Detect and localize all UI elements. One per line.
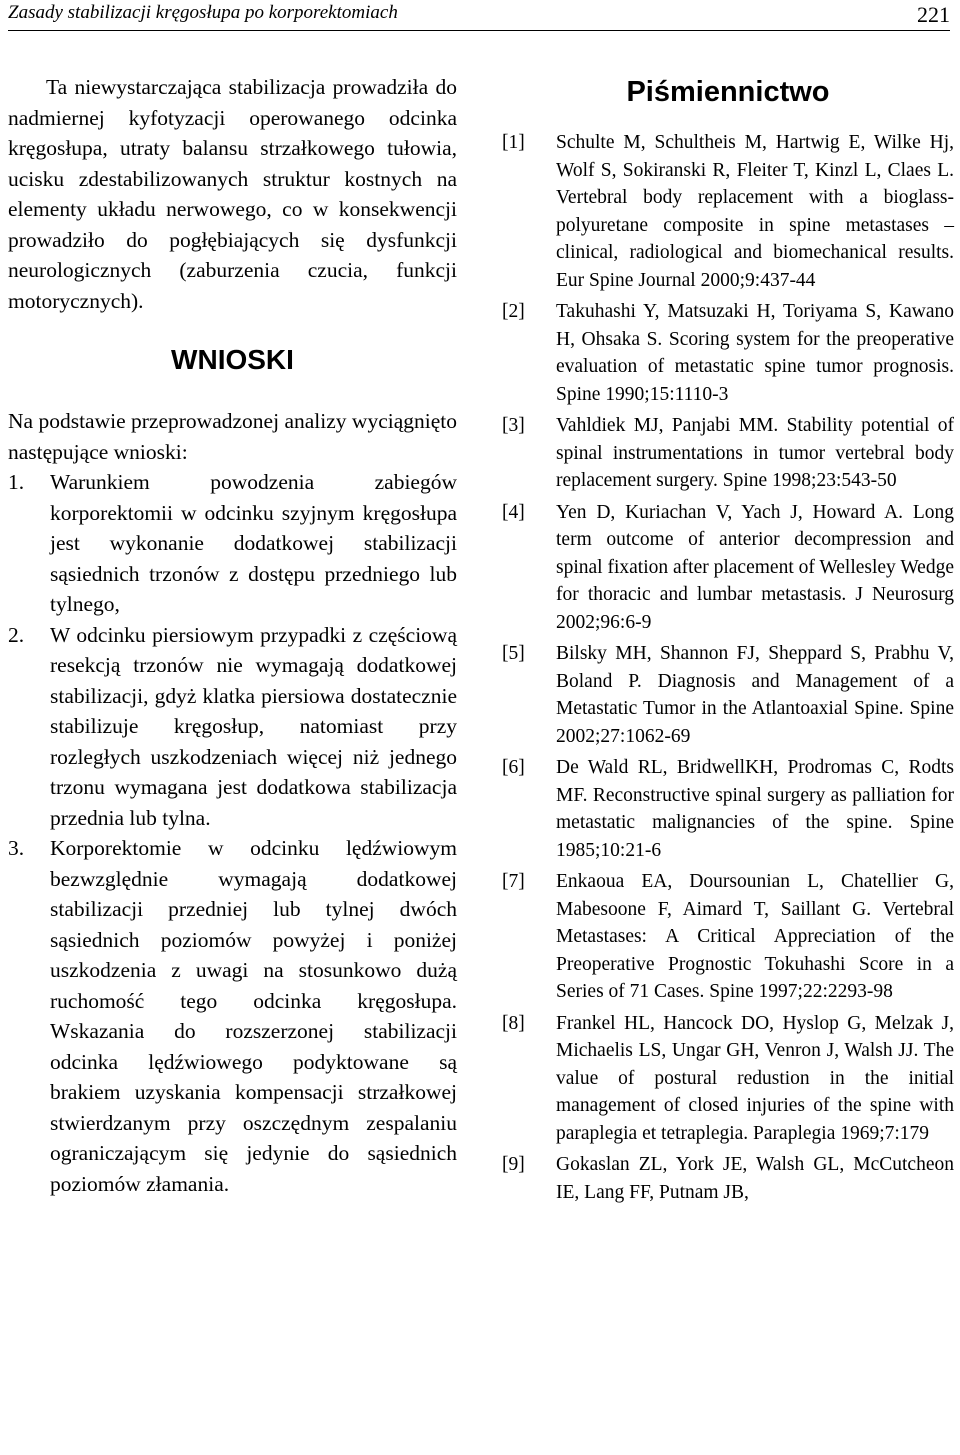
intro-paragraph: Ta niewystarczająca stabilizacja prowadziła do nadmiernej kyfotyzacji operowanego odcinka kręgosłupa, utraty balansu strzałkowego tułowia, ucisku zdestabilizowanych struktur kostnych na elementy układu nerwowego, co w konsekwencji prowadziło do pogłębiających się dysfunkcji neurologicznych (zaburzenia czucia, funkcji motorycznych). bbox=[8, 75, 457, 313]
reference-item bbox=[502, 298, 954, 408]
reference-item bbox=[502, 499, 954, 637]
right-column bbox=[502, 72, 954, 1210]
reference-text: Schulte M, Schultheis M, Hartwig E, Wilke Hj, Wolf S, Sokiranski R, Fleiter T, Kinzl L, Claes L. Vertebral body replacement with a bioglass-polyuretane composite in spine metastases – clinical, radiological and biomechanical results. Eur Spine Journal 2000;9:437-44 bbox=[556, 132, 954, 291]
conclusion-text: Warunkiem powodzenia zabiegów korporektomii w odcinku szyjnym kręgosłupa jest wykonanie dodatkowej stabilizacji sąsiednich trzonów z dostępu przedniego lub tylnego, bbox=[50, 470, 457, 616]
reference-number: [8] bbox=[502, 1012, 525, 1034]
conclusion-item bbox=[8, 833, 457, 1199]
reference-item bbox=[502, 868, 954, 1006]
reference-number: [9] bbox=[502, 1154, 525, 1175]
conclusions-list bbox=[8, 467, 457, 1199]
conclusion-number: 1. bbox=[8, 470, 25, 494]
conclusion-number: 2. bbox=[8, 622, 25, 647]
reference-text: Vahldiek MJ, Panjabi MM. Stability potential of spinal instrumentations in tumor vertebral body replacement surgery. Spine 1998;23:543-50 bbox=[556, 415, 954, 491]
reference-item bbox=[502, 640, 954, 750]
running-title: Zasady stabilizacji kręgosłupa po korporektomiach bbox=[8, 2, 398, 23]
reference-text: Frankel HL, Hancock DO, Hyslop G, Melzak J, Michaelis LS, Ungar GH, Venron J, Walsh JJ. The value of postural redustion in the initial management of closed injuries of the spine with paraplegia et tetraplegia. Paraplegia 1969;7:179 bbox=[556, 1012, 954, 1144]
reference-number: [5] bbox=[502, 643, 525, 664]
conclusion-text: Korporektomie w odcinku lędźwiowym bezwzględnie wymagają dodatkowej stabilizacji przedniej lub tylnej dwóch sąsiednich poziomów powyżej i poniżej uszkodzenia z uwagi na stosunkowo dużą ruchomość tego odcinka kręgosłupa. Wskazania do rozszerzonej stabilizacji odcinka lędźwiowego podyktowane są brakiem uzyskania kompensacji strzałkowej stwierdzanym przy oszczędnym zespalaniu ograniczającym się jedynie do sąsiednich poziomów złamania. bbox=[50, 836, 457, 1196]
reference-number: [7] bbox=[502, 871, 525, 892]
left-column bbox=[8, 72, 457, 1199]
conclusion-item bbox=[8, 467, 457, 620]
reference-item bbox=[502, 754, 954, 864]
reference-item bbox=[502, 1151, 954, 1206]
references-list bbox=[502, 129, 954, 1206]
reference-text: Gokaslan ZL, York JE, Walsh GL, McCutcheon IE, Lang FF, Putnam JB, bbox=[556, 1154, 954, 1203]
running-header bbox=[8, 0, 950, 31]
conclusion-item bbox=[8, 620, 457, 834]
reference-number: [6] bbox=[502, 757, 525, 778]
conclusions-lead: Na podstawie przeprowadzonej analizy wyciągnięto następujące wnioski: bbox=[8, 409, 457, 464]
reference-text: Enkaoua EA, Doursounian L, Chatellier G, Mabesoone F, Aimard T, Saillant G. Vertebral Metastases: A Critical Appreciation of the Preoperative Prognostic Tokuhashi Score in a Series of 71 Cases. Spine 1997;22:2293-98 bbox=[556, 871, 954, 1002]
reference-number: [3] bbox=[502, 415, 525, 436]
conclusion-text: W odcinku piersiowym przypadki z częściową resekcją trzonów nie wymagają dodatkowej stabilizacji, gdyż klatka piersiowa dostatecznie stabilizuje kręgosłup, natomiast przy rozległych uszkodzeniach więcej niż jednego trzonu wymagana jest dodatkowa stabilizacja przednia lub tylna. bbox=[50, 622, 457, 830]
reference-item bbox=[502, 412, 954, 495]
reference-number: [4] bbox=[502, 501, 525, 523]
conclusion-number: 3. bbox=[8, 836, 25, 860]
conclusions-heading: WNIOSKI bbox=[171, 344, 294, 375]
reference-text: Takuhashi Y, Matsuzaki H, Toriyama S, Kawano H, Ohsaka S. Scoring system for the preoperative evaluation of metastatic spine tumor prognosis. Spine 1990;15:1110-3 bbox=[556, 301, 954, 405]
reference-item bbox=[502, 129, 954, 294]
reference-text: Yen D, Kuriachan V, Yach J, Howard A. Long term outcome of anterior decompression and spinal fixation after placement of Wellesley Wedge for thoracic and lumbar metastasis. J Neurosurg 2002;96:6-9 bbox=[556, 501, 954, 633]
reference-item bbox=[502, 1010, 954, 1148]
reference-text: De Wald RL, BridwellKH, Prodromas C, Rodts MF. Reconstructive spinal surgery as palliation for metastatic malignancies of the spine. Spine 1985;10:21-6 bbox=[556, 757, 954, 861]
page-number: 221 bbox=[917, 2, 950, 27]
reference-number: [1] bbox=[502, 132, 525, 153]
reference-text: Bilsky MH, Shannon FJ, Sheppard S, Prabhu V, Boland P. Diagnosis and Management of a Metastatic Tumor in the Atlantoaxial Spine. Spine 2002;27:1062-69 bbox=[556, 643, 954, 747]
reference-number: [2] bbox=[502, 301, 525, 322]
references-heading: Piśmiennictwo bbox=[626, 76, 830, 108]
